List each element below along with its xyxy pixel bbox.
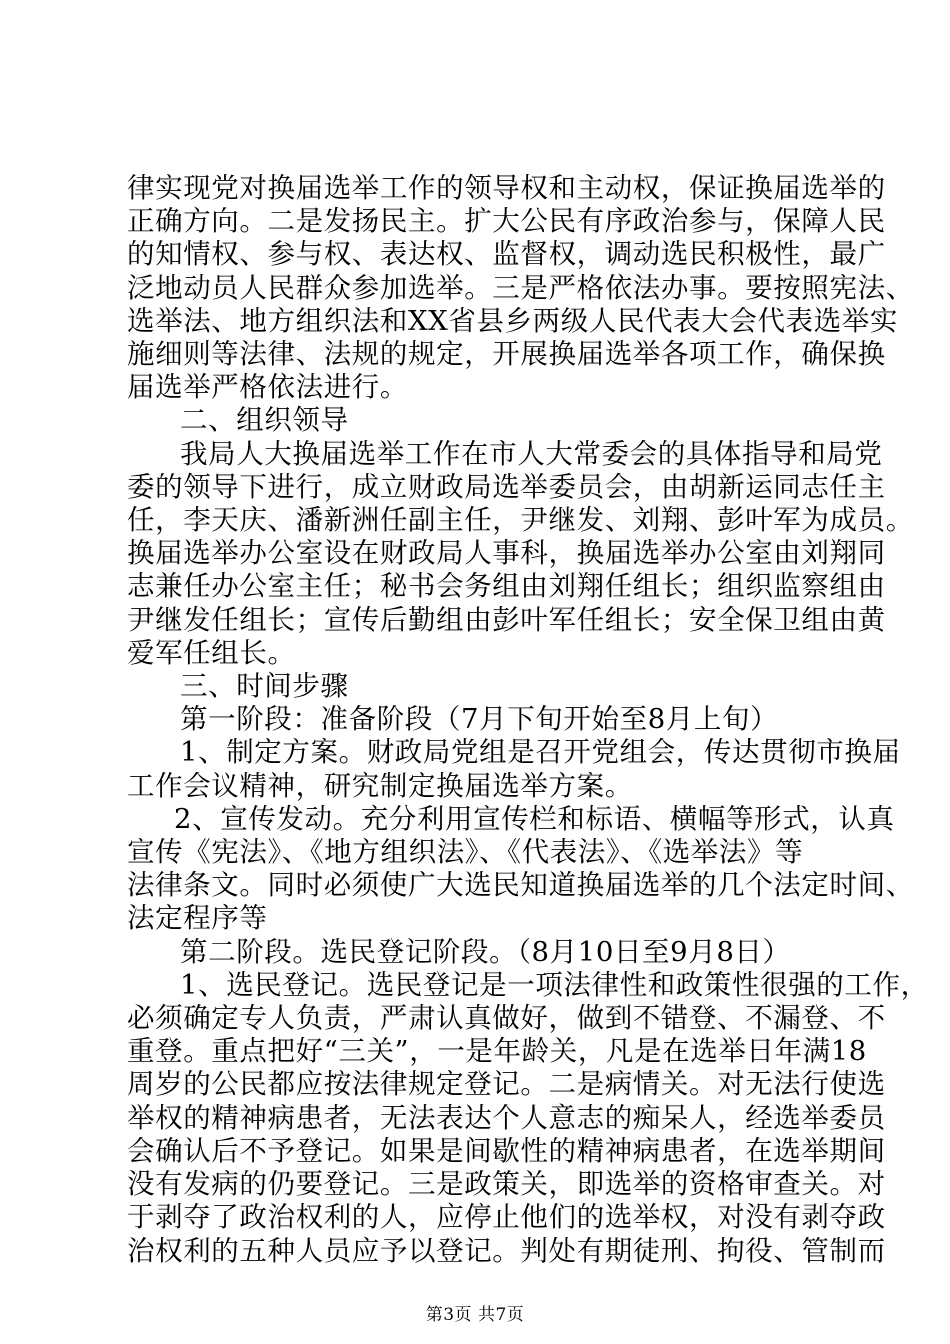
- text-line: 尹继发任组长；宣传后勤组由彭叶军任组长；安全保卫组由黄: [127, 603, 886, 636]
- text-line: 必须确定专人负责，严肃认真做好，做到不错登、不漏登、不: [127, 1002, 886, 1035]
- text-line: 换届选举办公室设在财政局人事科，换届选举办公室由刘翔同: [127, 537, 886, 570]
- text-line: 泛地动员人民群众参加选举。三是严格依法办事。要按照宪法、: [127, 271, 914, 304]
- text-line: 重登。重点把好“三关”，一是年龄关，凡是在选举日年满18: [127, 1035, 867, 1068]
- text-line: 正确方向。二是发扬民主。扩大公民有序政治参与，保障人民: [127, 205, 886, 238]
- text-line: 法律条文。同时必须使广大选民知道换届选举的几个法定时间、: [127, 869, 914, 902]
- text-line: 律实现党对换届选举工作的领导权和主动权，保证换届选举的: [127, 172, 886, 204]
- text-line: 1、制定方案。财政局党组是召开党组会，传达贯彻市换届: [180, 736, 901, 769]
- text-line: 选举法、地方组织法和XX省县乡两级人民代表大会代表选举实: [127, 304, 898, 337]
- text-line: 工作会议精神，研究制定换届选举方案。: [127, 769, 633, 802]
- text-line: 于剥夺了政治权利的人，应停止他们的选举权，对没有剥夺政: [127, 1201, 886, 1234]
- text-line: 志兼任办公室主任；秘书会务组由刘翔任组长；组织监察组由: [127, 570, 886, 603]
- section-heading: 二、组织领导: [180, 404, 349, 437]
- stage-heading: 第一阶段：准备阶段（7月下旬开始至8月上旬）: [180, 703, 779, 736]
- text-line: 宣传《宪法》、《地方组织法》、《代表法》、《选举法》等: [127, 836, 804, 869]
- page-footer: [0, 1300, 950, 1325]
- text-line: 我局人大换届选举工作在市人大常委会的具体指导和局党: [180, 437, 883, 470]
- text-line: 法定程序等: [127, 902, 268, 935]
- text-line: 爱军任组长。: [127, 636, 296, 669]
- section-heading: 三、时间步骤: [180, 670, 349, 703]
- text-line: 的知情权、参与权、表达权、监督权，调动选民积极性，最广: [127, 238, 886, 271]
- text-line: 没有发病的仍要登记。三是政策关，即选举的资格审查关。对: [127, 1168, 886, 1201]
- text-line: 委的领导下进行，成立财政局选举委员会，由胡新运同志任主: [127, 470, 886, 503]
- text-line: 会确认后不予登记。如果是间歇性的精神病患者，在选举期间: [127, 1134, 886, 1167]
- text-line: 举权的精神病患者，无法表达个人意志的痴呆人，经选举委员: [127, 1101, 886, 1134]
- text-line: 治权利的五种人员应予以登记。判处有期徒刑、拘役、管制而: [127, 1234, 886, 1267]
- page-number: 第3页 共7页: [425, 1305, 525, 1325]
- document-body: [127, 172, 929, 1268]
- text-line: 2、宣传发动。充分利用宣传栏和标语、横幅等形式，认真: [174, 802, 895, 835]
- text-line: 届选举严格依法进行。: [127, 371, 408, 404]
- stage-heading: 第二阶段。选民登记阶段。（8月10日至9月8日）: [180, 935, 791, 968]
- text-line: 施细则等法律、法规的规定，开展换届选举各项工作，确保换: [127, 338, 886, 371]
- text-line: 1、选民登记。选民登记是一项法律性和政策性很强的工作，: [180, 968, 929, 1001]
- text-line: 任，李天庆、潘新洲任副主任，尹继发、刘翔、彭叶军为成员。: [127, 504, 914, 537]
- text-line: 周岁的公民都应按法律规定登记。二是病情关。对无法行使选: [127, 1068, 886, 1101]
